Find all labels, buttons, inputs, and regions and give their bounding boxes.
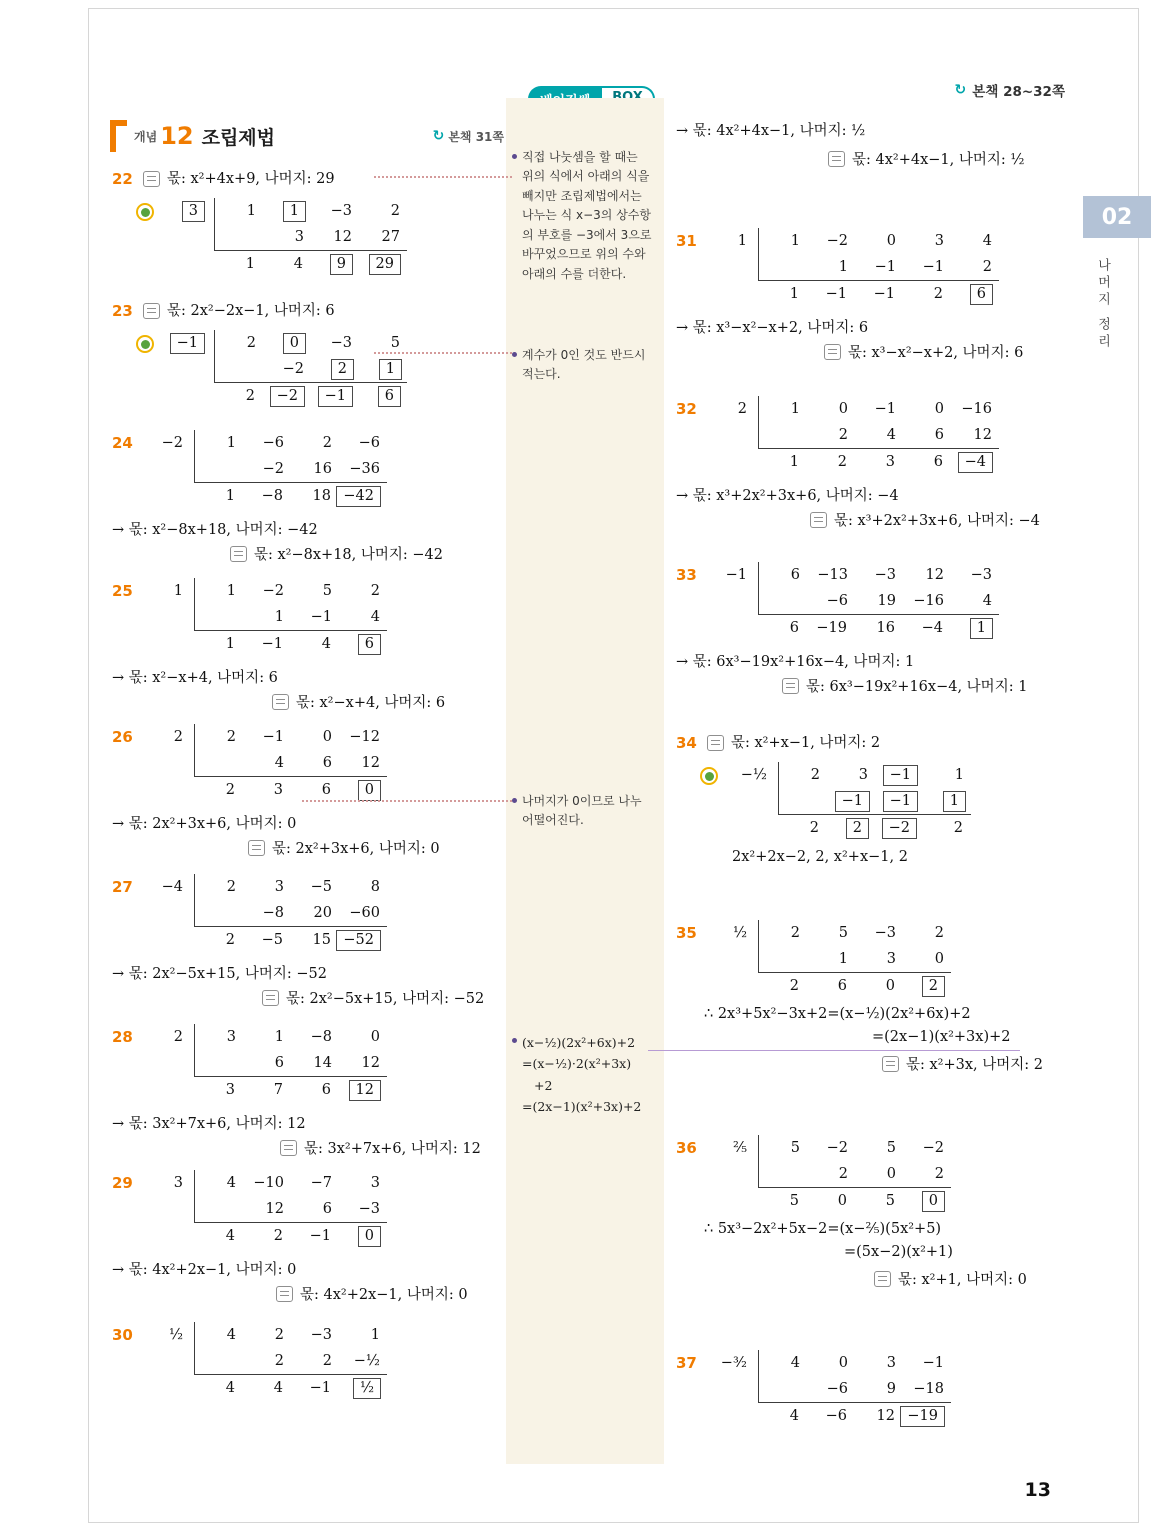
note-4-line-3: +2 — [534, 1077, 553, 1093]
synthetic-division-table: 1 1 −2 0 3 4 1 −1 −1 2 1 −1 −1 2 6 — [707, 228, 999, 307]
answer-line — [262, 987, 506, 1008]
synthetic-division-table: ½ 4 2 −3 1 2 2 −½ 4 4 −1 ½ — [143, 1322, 387, 1401]
result-text: → 몫: 3x²+7x+6, 나머지: 12 — [112, 1116, 306, 1132]
result-line — [112, 812, 506, 833]
note-4 — [522, 1032, 652, 1117]
synthetic-division-table: −½ 2 3 −1 1 −1 −1 1 2 2 −2 2 — [727, 762, 971, 841]
problem-36 — [676, 1135, 1074, 1291]
synthetic-division-table: 3 4 −10 −7 3 12 6 −3 4 2 −1 0 — [143, 1170, 387, 1249]
note-4-line-1: (x−½)(2x²+6x)+2 — [522, 1035, 636, 1050]
refresh-icon: ↻ — [954, 82, 967, 98]
equation-line: ∴ 2x³+5x²−3x+2=(x−½)(2x²+6x)+2 — [704, 1006, 971, 1022]
page-number: 13 — [1024, 1479, 1051, 1501]
answer-line — [782, 675, 1074, 696]
problem-37 — [676, 1350, 1074, 1429]
result-line — [676, 316, 1074, 337]
note-strip — [506, 98, 664, 1464]
synthetic-division-table: 2 3 1 −8 0 6 14 12 3 7 6 12 — [143, 1024, 387, 1103]
problem-25 — [112, 578, 506, 714]
left-column — [112, 0, 506, 1535]
result-text: → 몫: 2x²−5x+15, 나머지: −52 — [112, 966, 327, 982]
dotted-connector — [302, 800, 512, 802]
problem-number: 28 — [112, 1028, 133, 1046]
answer-text: 몫: x²+4x+9, 나머지: 29 — [167, 171, 335, 187]
synthetic-division-table: ½ 2 5 −3 2 1 3 0 2 6 0 2 — [707, 920, 951, 999]
problem-number: 24 — [112, 434, 133, 452]
problem-number: 33 — [676, 566, 697, 584]
result-text: → 몫: 4x²+2x−1, 나머지: 0 — [112, 1262, 297, 1278]
book-reference-text: 본책 28~32쪽 — [972, 84, 1065, 100]
concept-number: 12 — [160, 122, 194, 150]
answer-icon — [143, 303, 160, 319]
problem-27 — [112, 874, 506, 1010]
result-text: → 몫: x³−x²−x+2, 나머지: 6 — [676, 320, 869, 336]
answer-line — [276, 1283, 506, 1304]
note-4-line-4: =(2x−1)(x²+3x)+2 — [522, 1098, 642, 1114]
problem-number: 31 — [676, 232, 697, 250]
problem-number: 35 — [676, 924, 697, 942]
synthetic-division-table: ⅖ 5 −2 5 −2 2 0 2 5 0 5 0 — [707, 1135, 951, 1214]
answer-icon — [882, 1056, 899, 1072]
result-text: → 몫: x²−8x+18, 나머지: −42 — [112, 522, 318, 538]
synthetic-division-table: 2 2 −1 0 −12 4 6 12 2 3 6 0 — [143, 724, 387, 803]
problem-24 — [112, 430, 506, 566]
answer-text: 몫: x²+1, 나머지: 0 — [898, 1272, 1027, 1288]
synthetic-division-table: −1 2 0 −3 5 −2 2 1 2 −2 −1 6 — [163, 330, 407, 409]
answer-icon — [262, 990, 279, 1006]
section-book-ref-text: 본책 31쪽 — [448, 129, 504, 144]
refresh-icon: ↻ — [432, 128, 445, 144]
result-text: → 몫: 2x²+3x+6, 나머지: 0 — [112, 816, 297, 832]
answer-text: 몫: 2x²+3x+6, 나머지: 0 — [272, 841, 440, 857]
answer-line — [707, 730, 880, 756]
synthetic-division-table: −1 6 −13 −3 12 −3 −6 19 −16 4 6 −19 16 −4 1 — [707, 562, 999, 641]
problem-34 — [676, 730, 1074, 867]
problem-32 — [676, 396, 1074, 532]
answer-icon — [276, 1286, 293, 1302]
problem-29 — [112, 1170, 506, 1306]
result-line — [112, 1258, 506, 1279]
equation-line: ∴ 5x³−2x²+5x−2=(x−⅖)(5x²+5) — [704, 1221, 942, 1237]
concept-label: 개념 — [134, 129, 158, 144]
problem-number: 22 — [112, 170, 133, 188]
answer-icon — [143, 171, 160, 187]
problem-number: 25 — [112, 582, 133, 600]
purple-underline — [648, 1050, 1020, 1051]
note-3: 나머지가 0이므로 나누어떨어진다. — [522, 792, 652, 831]
answer-icon — [272, 694, 289, 710]
right-column — [676, 0, 1074, 1535]
answer-text: 몫: 6x³−19x²+16x−4, 나머지: 1 — [806, 679, 1028, 695]
result-text: → 몫: 4x²+4x−1, 나머지: ½ — [676, 123, 866, 139]
answer-icon — [824, 344, 841, 360]
answer-line — [280, 1137, 506, 1158]
problem-35 — [676, 920, 1074, 1076]
problem-33 — [676, 562, 1074, 698]
answer-text: 몫: 4x²+4x−1, 나머지: ½ — [852, 152, 1025, 168]
answer-text: 몫: x²+x−1, 나머지: 2 — [731, 735, 881, 751]
result-text: → 몫: x³+2x²+3x+6, 나머지: −4 — [676, 488, 899, 504]
note-4-line-2: =(x−½)·2(x²+3x) — [522, 1056, 632, 1072]
target-icon — [700, 767, 718, 785]
result-line — [112, 962, 506, 983]
problem-number: 27 — [112, 878, 133, 896]
result-text: → 몫: x²−x+4, 나머지: 6 — [112, 670, 278, 686]
extra-line — [732, 849, 1074, 865]
problem-30 — [112, 1322, 506, 1401]
problem-28 — [112, 1024, 506, 1160]
synthetic-division-table: −2 1 −6 2 −6 −2 16 −36 1 −8 18 −42 — [143, 430, 387, 509]
note-1: 직접 나눗셈을 할 때는 위의 식에서 아래의 식을 빼지만 조립제법에서는 나누는 식 x−3의 상수항의 부호를 −3에서 3으로 바꾸었으므로 위의 수와 아래의 수를 더한다. — [522, 148, 652, 284]
problem-number: 32 — [676, 400, 697, 418]
answer-text: 몫: x²+3x, 나머지: 2 — [906, 1057, 1044, 1073]
equation-line: =(2x−1)(x²+3x)+2 — [872, 1029, 1011, 1045]
answer-icon — [707, 735, 724, 751]
answer-text: 몫: x²−8x+18, 나머지: −42 — [254, 547, 443, 563]
target-icon — [136, 335, 154, 353]
answer-icon — [828, 151, 845, 167]
note-2: 계수가 0인 것도 반드시 적는다. — [522, 346, 652, 385]
answer-text: 몫: x³+2x²+3x+6, 나머지: −4 — [834, 513, 1040, 529]
answer-icon — [248, 840, 265, 856]
answer-text: 몫: x²−x+4, 나머지: 6 — [296, 695, 446, 711]
problem-26 — [112, 724, 506, 860]
answer-icon — [810, 512, 827, 528]
result-line — [112, 1112, 506, 1133]
problem-number: 36 — [676, 1139, 697, 1157]
answer-icon — [230, 546, 247, 562]
extra-text: 2x²+2x−2, 2, x²+x−1, 2 — [732, 849, 908, 865]
problem-30-continued — [676, 115, 1074, 171]
chapter-tab: 02 — [1083, 196, 1151, 238]
equation-line: =(5x−2)(x²+1) — [844, 1244, 953, 1260]
chapter-title-vertical: 나머지 정리 — [1095, 258, 1110, 352]
synthetic-division-table: −4 2 3 −5 8 −8 20 −60 2 −5 15 −52 — [143, 874, 387, 953]
answer-line — [828, 148, 1074, 169]
dotted-connector — [374, 352, 512, 354]
problem-number: 37 — [676, 1354, 697, 1372]
result-line — [676, 650, 1074, 671]
target-icon — [136, 203, 154, 221]
answer-text: 몫: 4x²+2x−1, 나머지: 0 — [300, 1287, 468, 1303]
result-text: → 몫: 6x³−19x²+16x−4, 나머지: 1 — [676, 654, 915, 670]
answer-line — [824, 341, 1074, 362]
problem-22 — [112, 166, 506, 277]
problem-31 — [676, 228, 1074, 364]
answer-text: 몫: 3x²+7x+6, 나머지: 12 — [304, 1141, 481, 1157]
problem-number: 29 — [112, 1174, 133, 1192]
answer-line — [143, 298, 335, 324]
answer-line — [143, 166, 335, 192]
answer-line — [874, 1268, 1074, 1289]
synthetic-division-table: 2 1 0 −1 0 −16 2 4 6 12 1 2 3 6 −4 — [707, 396, 999, 475]
answer-line — [882, 1053, 1074, 1074]
problem-number: 34 — [676, 734, 697, 752]
synthetic-division-table: 3 1 1 −3 2 3 12 27 1 4 9 29 — [163, 198, 407, 277]
result-line — [112, 518, 506, 539]
result-line — [676, 484, 1074, 505]
answer-line — [230, 543, 506, 564]
result-line — [112, 666, 506, 687]
synthetic-division-table: 1 1 −2 5 2 1 −1 4 1 −1 4 6 — [143, 578, 387, 657]
answer-text: 몫: 2x²−5x+15, 나머지: −52 — [286, 991, 485, 1007]
answer-line — [272, 691, 506, 712]
answer-line — [810, 509, 1074, 530]
answer-icon — [782, 678, 799, 694]
problem-number: 30 — [112, 1326, 133, 1344]
result-line — [676, 119, 1074, 140]
problem-number: 23 — [112, 302, 133, 320]
answer-text: 몫: 2x²−2x−1, 나머지: 6 — [167, 303, 335, 319]
answer-icon — [874, 1271, 891, 1287]
answer-icon — [280, 1140, 297, 1156]
synthetic-division-table: −³⁄₂ 4 0 3 −1 −6 9 −18 4 −6 12 −19 — [707, 1350, 951, 1429]
answer-line — [248, 837, 506, 858]
answer-text: 몫: x³−x²−x+2, 나머지: 6 — [848, 345, 1024, 361]
section-title: 조립제법 — [201, 126, 276, 149]
problem-number: 26 — [112, 728, 133, 746]
dotted-connector — [374, 176, 512, 178]
